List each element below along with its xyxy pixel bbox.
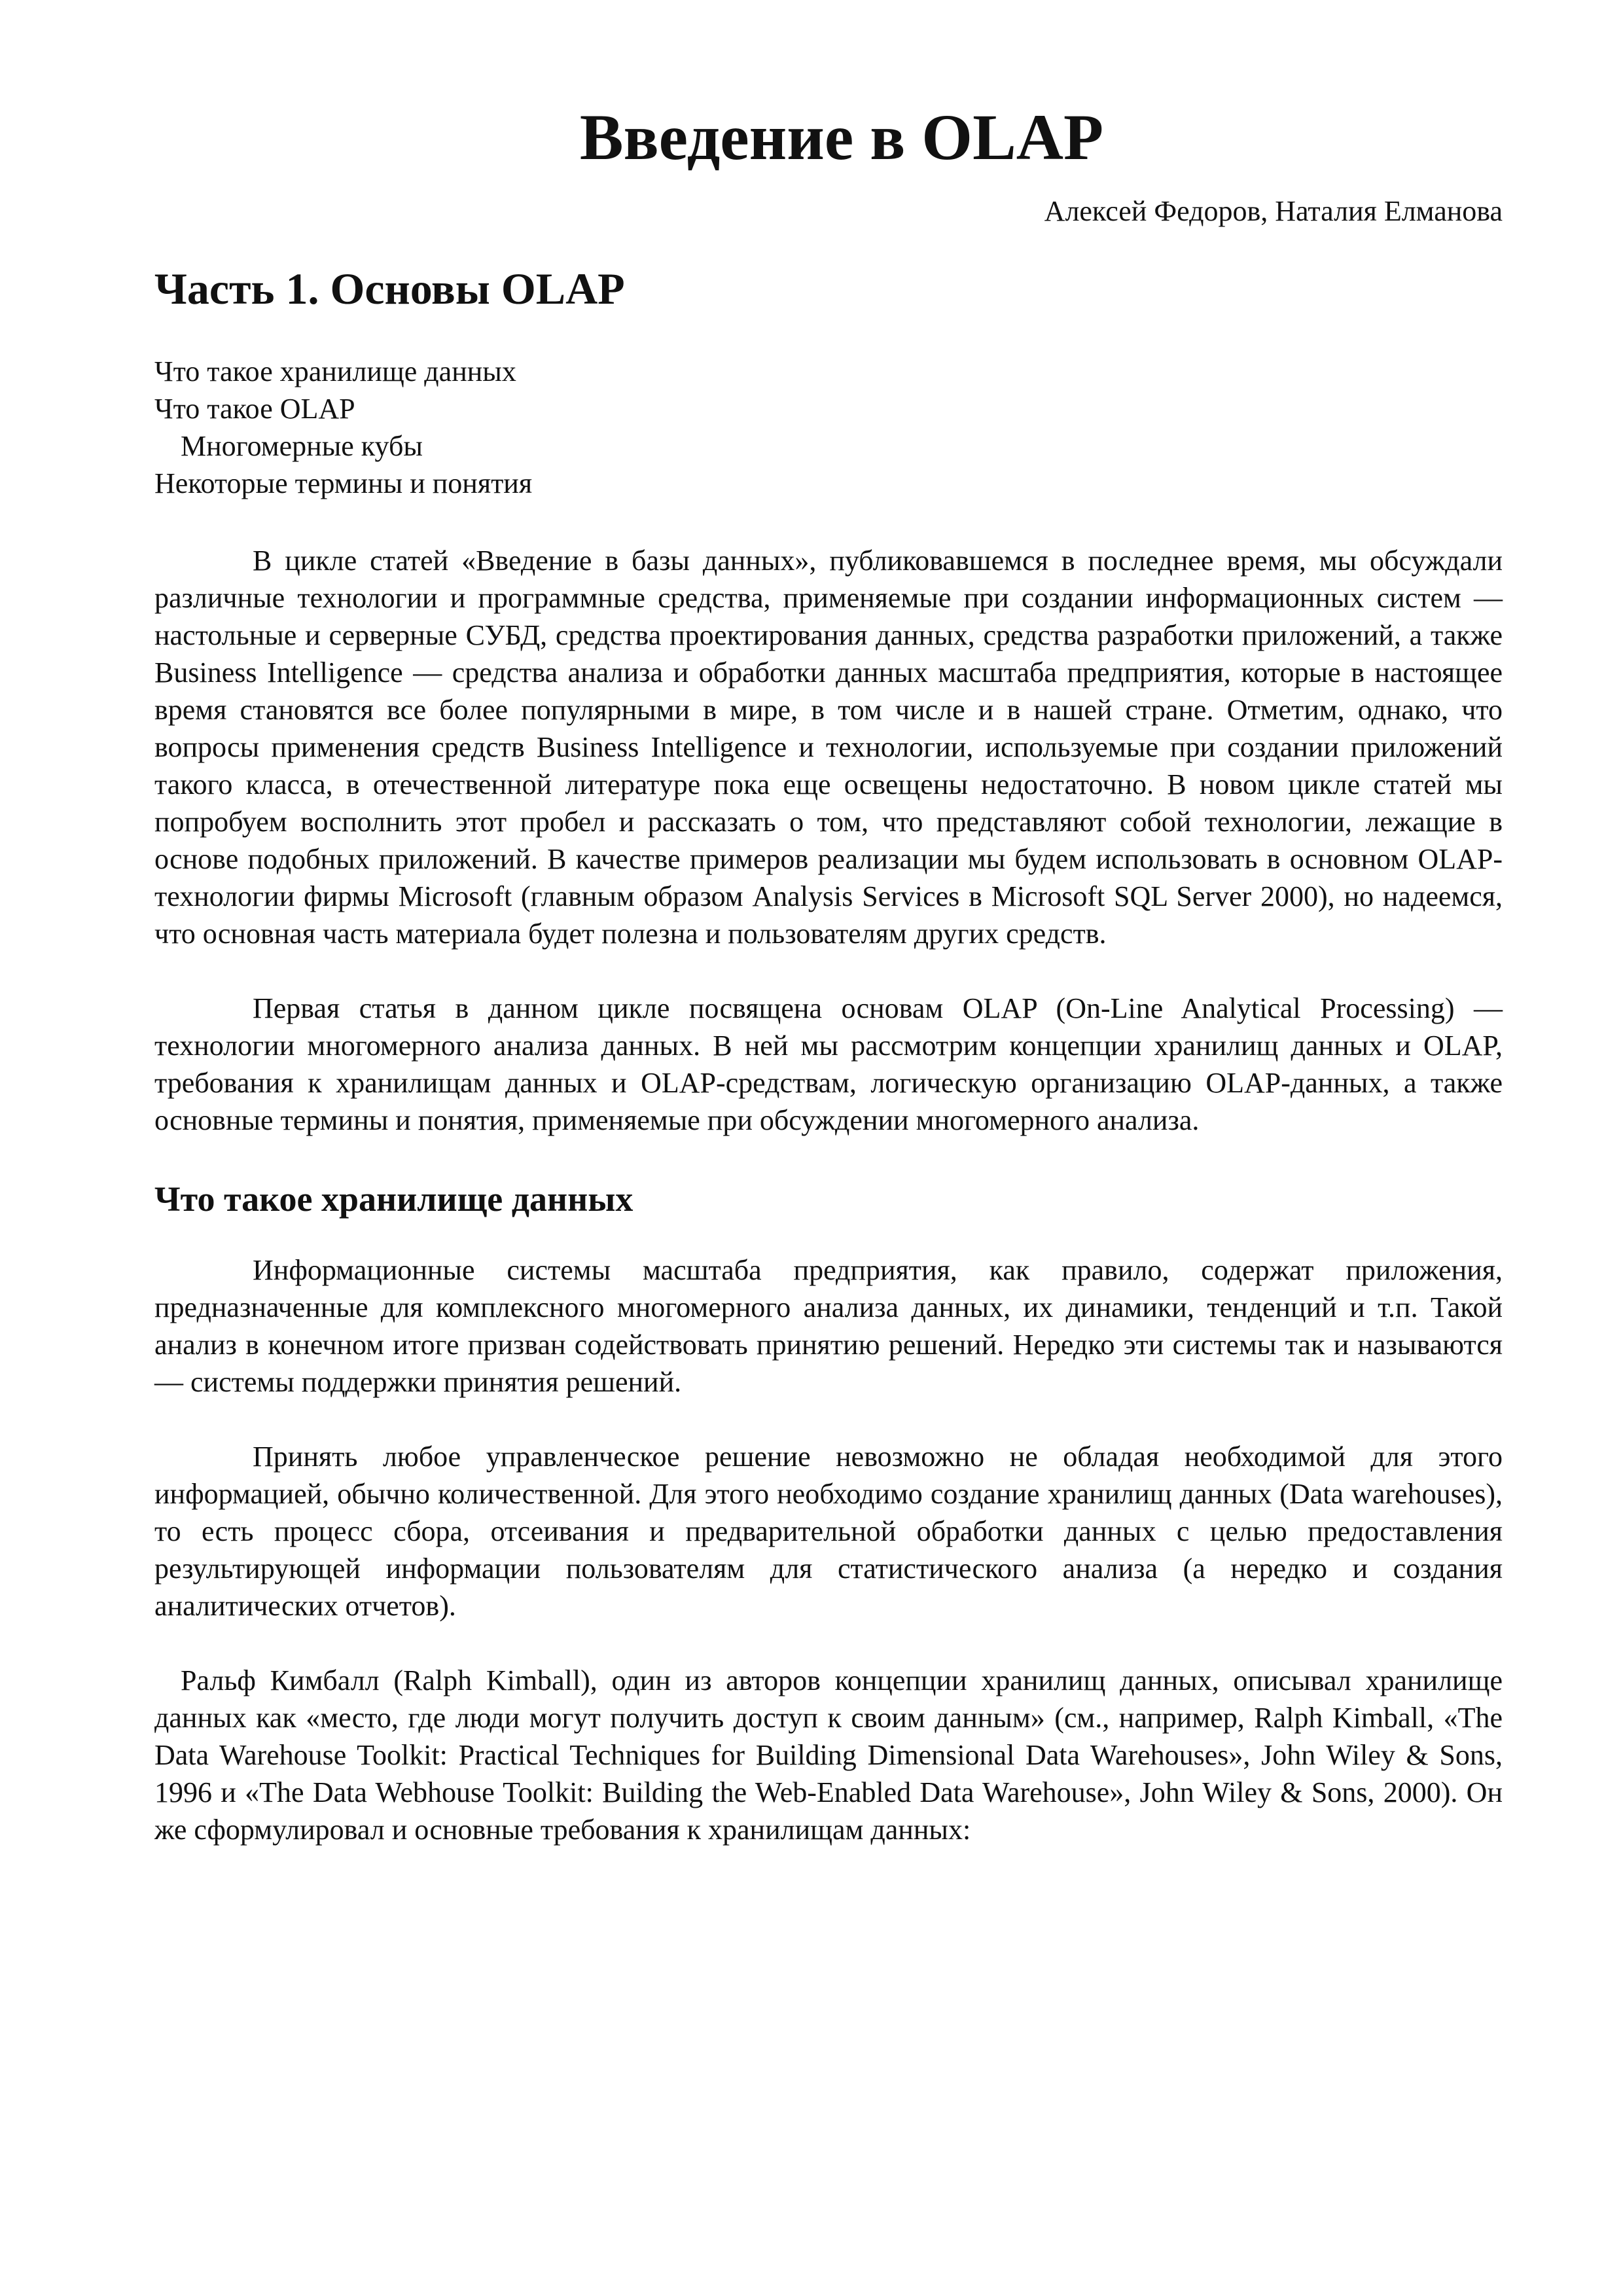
intro-paragraph: В цикле статей «Введение в базы данных», публиковавшемся в последнее время, мы обсуждали различные технологии и программные средства, применяемые при создании информационных систем — настольные и серверные СУБД, средства проектирования данных, средства разработки приложений, а также Business Intelligence — средства анализа и обработки данных масштаба предприятия, которые в настоящее время становятся все более популярными в мире, в том числе и в нашей стране. Отметим, однако, что вопросы применения средств Business Intelligence и технологии, используемые при создании приложений такого класса, в отечественной литературе пока еще освещены недостаточно. В новом цикле статей мы попробуем восполнить этот пробел и рассказать о том, что представляют собой технологии, лежащие в основе подобных приложений. В качестве примеров реализации мы будем использовать в основном OLAP-технологии фирмы Microsoft (главным образом Analysis Services в Microsoft SQL Server 2000), но надеемся, что основная часть материала будет полезна и пользователям других средств.: [154, 544, 1503, 950]
table-of-contents: [154, 353, 1503, 502]
section-paragraph-warehouses: Принять любое управленческое решение невозможно не обладая необходимой для этого информацией, обычно количественной. Для этого необходимо создание хранилищ данных (Data warehouses), то есть процесс сбора, отсеивания и предварительной обработки данных с целью предоставления результирующей информации пользователям для статистического анализа (а нередко и создания аналитических отчетов).: [154, 1440, 1503, 1622]
first-article-paragraph: Первая статья в данном цикле посвящена основам OLAP (On-Line Analytical Processing) — технологии многомерного анализа данных. В ней мы рассмотрим концепции хранилищ данных и OLAP, требования к хранилищам данных и OLAP-средствам, логическую организацию OLAP-данных, а также основные термины и понятия, применяемые при обсуждении многомерного анализа.: [154, 992, 1503, 1136]
document-title: Введение в OLAP: [579, 101, 1104, 173]
toc-item-data-warehouse[interactable]: Что такое хранилище данных: [154, 355, 516, 387]
section-paragraph-kimball: Ральф Кимбалл (Ralph Kimball), один из авторов концепции хранилищ данных, описывал хранилище данных как «место, где люди могут получить доступ к своим данным» (см., например, Ralph Kimball, «The Data Warehouse Toolkit: Practical Techniques for Building Dimensional Data Warehouses», John Wiley & Sons, 1996 и «The Data Webhouse Toolkit: Building the Web-Enabled Data Warehouse», John Wiley & Sons, 2000). Он же сформулировал и основные требования к хранилищам данных:: [154, 1664, 1503, 1846]
document-page: [154, 98, 1503, 1848]
section-paragraph-systems: Информационные системы масштаба предприятия, как правило, содержат приложения, предназначенные для комплексного многомерного анализа данных, их динамики, тенденций и т.п. Такой анализ в конечном итоге призван содействовать принятию решений. Нередко эти системы так и называются — системы поддержки принятия решений.: [154, 1253, 1503, 1398]
toc-item-terms-and-concepts[interactable]: Некоторые термины и понятия: [154, 467, 533, 499]
section-title: Что такое хранилище данных: [154, 1179, 633, 1219]
part-title: Часть 1. Основы OLAP: [154, 264, 625, 314]
toc-item-what-is-olap[interactable]: Что такое OLAP: [154, 392, 355, 425]
authors-line: Алексей Федоров, Наталия Елманова: [1044, 195, 1503, 227]
toc-item-multidimensional-cubes[interactable]: Многомерные кубы: [181, 429, 423, 462]
